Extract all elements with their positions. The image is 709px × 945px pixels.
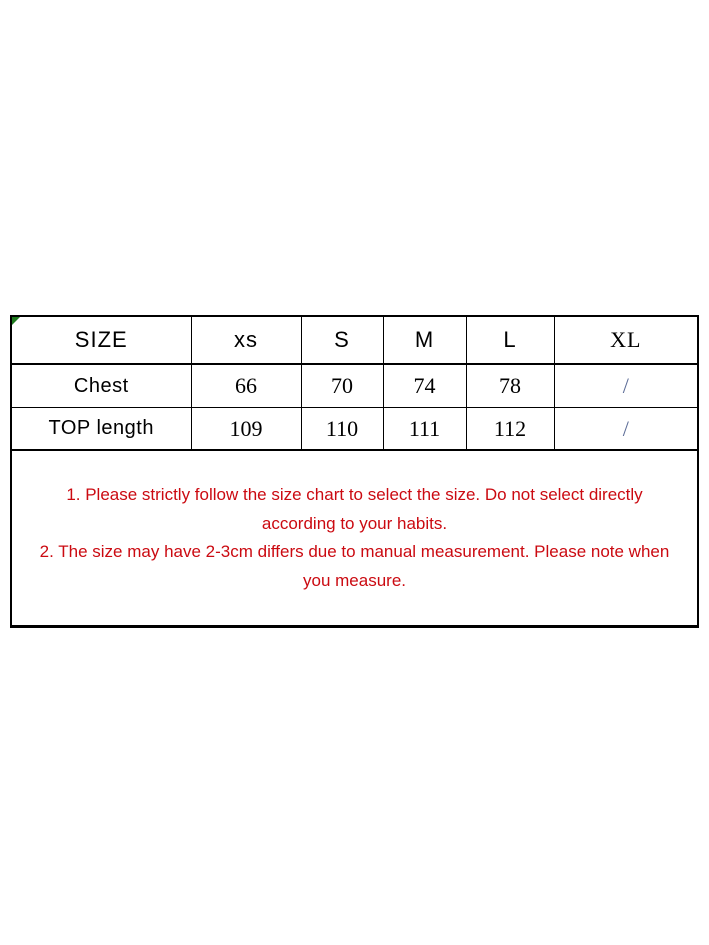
size-chart-notes xyxy=(11,450,698,627)
header-row xyxy=(11,316,698,364)
measurement-value-cell: 111 xyxy=(383,408,466,451)
notes-row xyxy=(11,450,698,627)
column-header-s: S xyxy=(301,316,383,364)
table-row-chest xyxy=(11,364,698,408)
measurement-row-label: Chest xyxy=(11,364,191,408)
note-line: according to your habits. xyxy=(261,513,448,533)
corner-triangle-icon xyxy=(12,317,20,325)
note-line: 2. The size may have 2-3cm differs due to manual measurement. Please note when xyxy=(39,542,670,561)
column-header-m: M xyxy=(383,316,466,364)
measurement-value-cell: 66 xyxy=(191,364,301,408)
measurement-value-cell: 112 xyxy=(466,408,554,451)
measurement-value-empty: / xyxy=(554,408,698,451)
measurement-value-empty: / xyxy=(554,364,698,408)
measurement-row-label: TOP length xyxy=(11,408,191,451)
measurement-value-cell: 74 xyxy=(383,364,466,408)
column-header-l: L xyxy=(466,316,554,364)
measurement-value-cell: 70 xyxy=(301,364,383,408)
measurement-value-cell: 78 xyxy=(466,364,554,408)
table-row-top-length xyxy=(11,408,698,451)
column-header-xl: XL xyxy=(554,316,698,364)
measurement-value-cell: 109 xyxy=(191,408,301,451)
measurement-value-cell: 110 xyxy=(301,408,383,451)
column-header-xs: xs xyxy=(191,316,301,364)
size-chart-table xyxy=(10,315,699,628)
size-header-cell: SIZE xyxy=(11,316,191,364)
note-line: you measure. xyxy=(303,570,406,590)
size-chart xyxy=(10,315,699,628)
note-line: 1. Please strictly follow the size chart to select the size. Do not select directly xyxy=(66,485,643,504)
